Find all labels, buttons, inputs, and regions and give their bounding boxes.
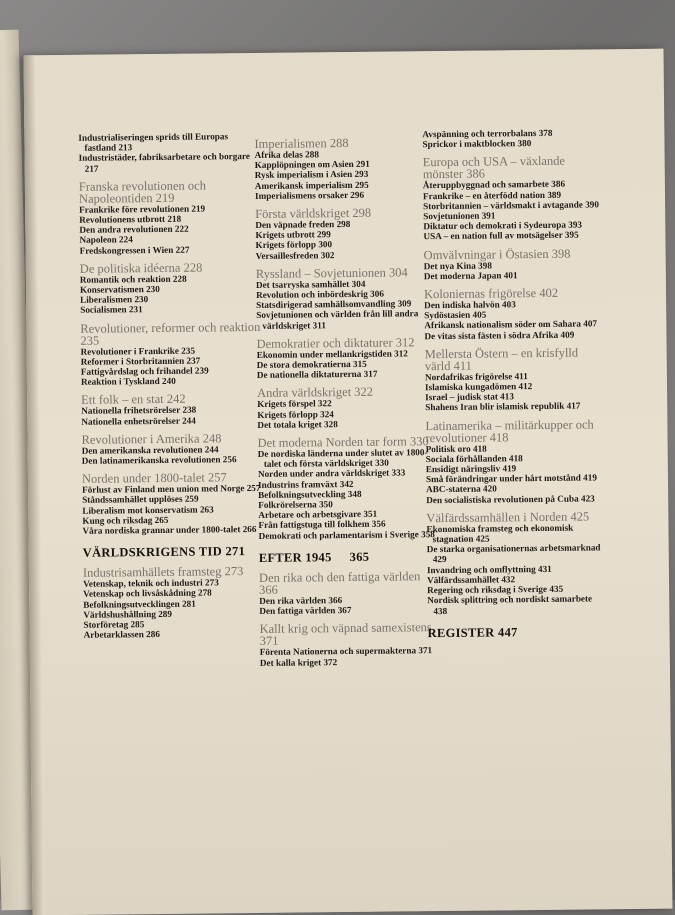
toc-entry: Sovjetunionen och världen från lill andra världskriget 311 xyxy=(256,308,419,331)
toc-entry: Arbetare och arbetsgivare 351 xyxy=(258,508,378,521)
toc-column-3 xyxy=(422,127,607,646)
toc-entry: Nordisk splittring och nordiskt samarbete 438 xyxy=(427,593,593,616)
toc-section xyxy=(257,386,435,430)
toc-entry: Sprickor i maktblocken 380 xyxy=(422,138,532,150)
toc-entry: Krigets förlopp 300 xyxy=(255,239,333,251)
toc-entry: Kung och riksdag 265 xyxy=(82,514,169,526)
toc-chapter-heading: Imperialismen 288 xyxy=(254,135,349,151)
toc-entry: Frankrike före revolutionen 219 xyxy=(79,203,206,215)
toc-chapter-heading: Ett folk – en stat 242 xyxy=(81,392,186,408)
toc-entry: Napoleon 224 xyxy=(79,234,133,246)
toc-entry: Socialismen 231 xyxy=(80,304,143,316)
toc-chapter-heading: Industrisamhällets framsteg 273 xyxy=(82,564,244,581)
toc-entry: Industrins framväxt 342 xyxy=(257,478,354,490)
toc-part-title xyxy=(428,624,608,640)
toc-entry: Världshushållning 289 xyxy=(83,608,173,620)
toc-entry: Avspänning och terrorbalans 378 xyxy=(422,127,553,140)
toc-entry: Från fattigstuga till folkhem 356 xyxy=(258,519,386,531)
toc-section xyxy=(80,321,261,388)
toc-chapter-heading: Mellersta Östern – en krisfylld värld 411 xyxy=(424,345,579,374)
toc-entry: Krigets utbrott 299 xyxy=(255,229,331,241)
toc-entry: ABC-staterna 420 xyxy=(426,483,497,495)
toc-entry: Israel – judisk stat 413 xyxy=(425,391,514,403)
toc-entry: Nationella enhetsrörelser 244 xyxy=(81,415,196,427)
toc-entry: Konservatismen 230 xyxy=(79,283,160,295)
toc-entry: Norden under andra världskriget 333 xyxy=(257,467,406,480)
toc-entry: Rysk imperialism i Asien 293 xyxy=(254,169,369,181)
toc-section xyxy=(428,624,608,640)
toc-chapter-heading: Den rika och den fattiga världen 366 xyxy=(258,569,421,597)
toc-entry: Den socialistiska revolutionen på Cuba 423 xyxy=(426,493,595,505)
toc-section xyxy=(81,392,261,426)
toc-entry: Diktatur och demokrati i Sydeuropa 393 xyxy=(423,219,583,232)
toc-section xyxy=(78,131,258,174)
toc-entry: Nationella frihetsrörelser 238 xyxy=(81,405,197,417)
toc-chapter-heading: Koloniernas frigörelse 402 xyxy=(423,285,559,302)
toc-section xyxy=(82,471,263,536)
toc-entry: De stora demokratierna 315 xyxy=(256,358,367,370)
toc-entry: Det moderna Japan 401 xyxy=(423,270,518,282)
toc-entry: Små förändringar under hårt motstånd 419 xyxy=(425,472,597,485)
toc-part-label: REGISTER 447 xyxy=(427,624,518,640)
toc-part-page: 365 xyxy=(349,549,370,564)
toc-chapter-heading: Andra världskriget 322 xyxy=(256,385,374,401)
toc-entry: Sovjetunionen 391 xyxy=(423,210,496,222)
book-page xyxy=(24,49,673,915)
toc-section xyxy=(259,621,437,667)
toc-entry: Industristäder, fabriksarbetare och borgare 217 xyxy=(78,151,250,174)
toc-entry: USA – en nation full av motsägelser 395 xyxy=(423,229,579,242)
toc-entry: Liberalismen 230 xyxy=(80,294,149,306)
toc-section xyxy=(255,206,434,261)
toc-entry: Vetenskap, teknik och industri 273 xyxy=(83,577,219,590)
toc-entry: Politisk oro 418 xyxy=(425,443,487,454)
toc-entry: Fattigvårdslag och frihandel 239 xyxy=(80,365,209,377)
toc-entry: Regering och riksdag i Sverige 435 xyxy=(427,583,564,596)
toc-entry: Krigets förspel 322 xyxy=(257,398,332,410)
toc-section xyxy=(80,261,261,316)
toc-entry: Den rika världen 366 xyxy=(259,594,343,606)
toc-entry: Storbritannien – världsmakt i avtagande 390 xyxy=(423,199,600,212)
toc-entry: Folkrörelserna 350 xyxy=(258,499,333,511)
toc-entry: Det kalla kriget 372 xyxy=(259,656,338,668)
toc-chapter-heading: Latinamerika – militärkupper och revolutioner 418 xyxy=(425,417,594,445)
toc-section xyxy=(426,510,607,616)
toc-section xyxy=(81,432,261,466)
toc-entry: Befolkningsutvecklingen 281 xyxy=(83,598,196,610)
toc-entry: Det nya Kina 398 xyxy=(423,260,492,271)
toc-entry: Storföretag 285 xyxy=(83,619,145,630)
toc-entry: Ekonomiska framsteg och ekonomisk stagnation 425 xyxy=(426,522,574,545)
toc-section xyxy=(259,570,437,616)
toc-chapter-heading: Ryssland – Sovjetunionen 304 xyxy=(255,265,408,281)
toc-entry: Det totala kriget 328 xyxy=(257,418,338,430)
toc-part-title xyxy=(259,549,437,565)
toc-section xyxy=(422,127,602,149)
toc-part-label: EFTER 1945 xyxy=(258,550,332,565)
toc-entry: Sydöstasien 405 xyxy=(424,309,487,321)
toc-entry: Förlust av Finland men union med Norge 257 xyxy=(82,483,261,496)
toc-entry: Krigets förlopp 324 xyxy=(257,408,334,420)
toc-chapter-heading: Franska revolutionen och Napoleontiden 219 xyxy=(78,178,207,206)
toc-chapter-heading: Norden under 1800-talet 257 xyxy=(81,470,227,487)
toc-column-1 xyxy=(78,131,263,646)
toc-entry: Fredskongressen i Wien 227 xyxy=(79,244,190,256)
toc-entry: Industrialiseringen sprids till Europas fastland 213 xyxy=(78,131,229,153)
toc-entry: Imperialismens orsaker 296 xyxy=(254,189,365,201)
toc-entry: Islamiska kungadömen 412 xyxy=(424,381,533,393)
toc-section xyxy=(425,346,606,413)
toc-chapter-heading: Omvälvningar i Östasien 398 xyxy=(423,246,571,262)
toc-entry: Återuppbyggnad och samarbete 386 xyxy=(422,179,566,191)
toc-entry: Liberalism mot konservatism 263 xyxy=(82,504,214,516)
toc-entry: Revolution och inbördeskrig 306 xyxy=(255,288,384,300)
toc-entry: De vitas sista fästen i södra Afrika 409 xyxy=(424,329,575,341)
toc-entry: Den indiska halvön 403 xyxy=(424,299,516,311)
toc-entry: Den väpnade freden 298 xyxy=(255,218,351,230)
toc-entry: Ekonomin under mellankrigstiden 312 xyxy=(256,348,408,360)
toc-entry: Välfärdssamhället 432 xyxy=(426,574,516,586)
toc-chapter-heading: Kallt krig och väpnad samexistens 371 xyxy=(259,620,432,649)
toc-entry: De nationella diktaturerna 317 xyxy=(256,368,378,381)
toc-entry: Den andra revolutionen 222 xyxy=(79,223,189,236)
toc-entry: Befolkningsutveckling 348 xyxy=(258,488,362,500)
toc-entry: Den amerikanska revolutionen 244 xyxy=(81,444,219,456)
toc-entry: Afrikansk nationalism söder om Sahara 407 xyxy=(424,318,598,331)
toc-chapter-heading: Det moderna Norden tar form 330 xyxy=(257,434,429,451)
toc-section xyxy=(256,266,435,331)
toc-entry: Reaktion i Tyskland 240 xyxy=(80,376,176,388)
toc-chapter-heading: Revolutioner i Amerika 248 xyxy=(81,431,222,447)
toc-section xyxy=(83,544,263,560)
toc-section xyxy=(258,435,437,541)
toc-section xyxy=(79,179,260,256)
toc-entry: Våra nordiska grannar under 1800-talet 266 xyxy=(82,524,257,536)
toc-entry: Förenta Nationerna och supermakterna 371 xyxy=(259,645,433,658)
toc-chapter-heading: Välfärdssamhällen i Norden 425 xyxy=(426,509,590,526)
toc-entry: Nordafrikas frigörelse 411 xyxy=(424,370,528,383)
toc-entry: Revolutionens utbrott 218 xyxy=(79,213,182,225)
toc-entry: Kapplöpningen om Asien 291 xyxy=(254,158,370,171)
toc-entry: Den fattiga världen 367 xyxy=(259,605,352,617)
toc-entry: Ensidigt näringsliv 419 xyxy=(425,463,517,475)
toc-chapter-heading: De politiska idéerna 228 xyxy=(79,260,203,276)
toc-part-title xyxy=(83,544,263,560)
toc-entry: Statsdirigerad samhällsomvandling 309 xyxy=(256,298,412,311)
toc-part-label: VÄRLDSKRIGENS TID 271 xyxy=(82,544,246,561)
toc-entry: Sociala förhållanden 418 xyxy=(425,453,523,465)
toc-chapter-heading: Europa och USA – växlande mönster 386 xyxy=(422,154,566,182)
toc-entry: Romantik och reaktion 228 xyxy=(79,273,187,285)
toc-entry: Frankrike – en återfödd nation 389 xyxy=(422,189,562,201)
toc-entry: De starka organisationernas arbetsmarknad 429 xyxy=(426,542,601,565)
toc-section xyxy=(425,418,606,505)
toc-entry: Shahens Iran blir islamisk republik 417 xyxy=(425,401,581,413)
toc-section xyxy=(256,336,434,380)
toc-section xyxy=(423,155,604,242)
toc-section xyxy=(254,136,433,201)
toc-entry: Den latinamerikanska revolutionen 256 xyxy=(81,454,237,466)
toc-section xyxy=(424,286,605,341)
toc-entry: Det tsarryska samhället 304 xyxy=(255,278,366,290)
toc-entry: Amerikansk imperialism 295 xyxy=(254,179,369,191)
toc-entry: Versaillesfreden 302 xyxy=(255,249,335,261)
toc-entry: Ståndssamhället upplöses 259 xyxy=(82,494,199,506)
toc-entry: Revolutioner i Frankrike 235 xyxy=(80,345,196,357)
toc-section xyxy=(259,549,437,565)
toc-chapter-heading: Demokratier och diktaturer 312 xyxy=(256,335,415,351)
toc-column-2 xyxy=(254,129,438,674)
toc-entry: Afrika delas 288 xyxy=(254,149,319,160)
toc-entry: Arbetarklassen 286 xyxy=(83,629,160,641)
toc-section xyxy=(83,565,264,640)
toc-chapter-heading: Revolutioner, reformer och reaktion 235 xyxy=(80,319,261,348)
toc-entry: De nordiska länderna under slutet av 1800-talet och första världskriget 330 xyxy=(257,447,428,470)
toc-chapter-heading: Första världskriget 298 xyxy=(255,205,372,221)
toc-entry: Demokrati och parlamentarism i Sverige 358 xyxy=(258,528,435,541)
toc-section xyxy=(424,247,604,281)
toc-entry: Vetenskap och livsåskådning 278 xyxy=(83,587,212,600)
toc-entry: Invandring och omflyttning 431 xyxy=(426,563,552,575)
toc-entry: Reformer i Storbritannien 237 xyxy=(80,355,201,367)
